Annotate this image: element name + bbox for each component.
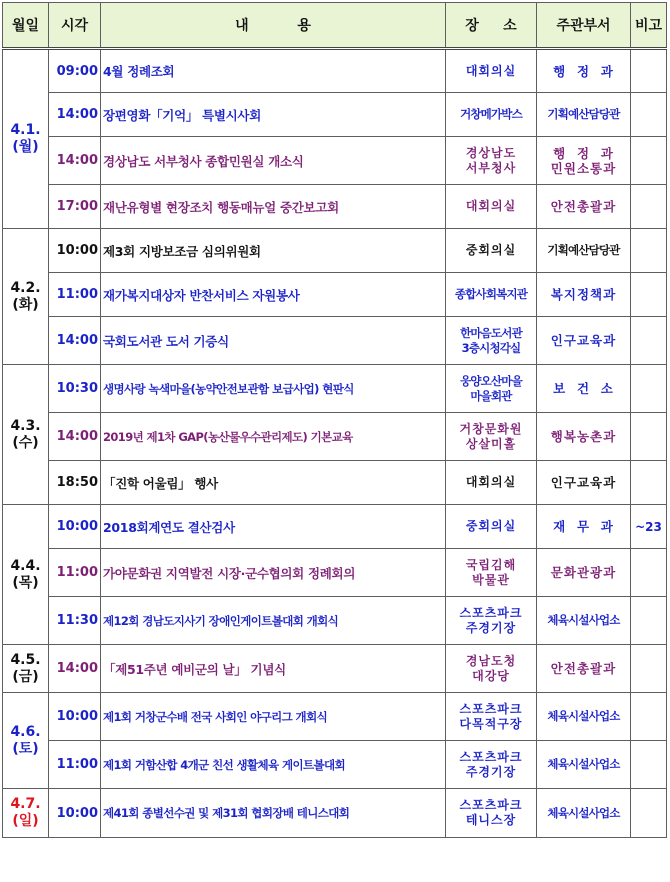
event-dept	[537, 597, 631, 645]
event-place-line: 테니스장	[465, 813, 517, 827]
event-time: 14:00	[49, 645, 101, 693]
event-dept-line: 체육시설사업소	[547, 757, 620, 771]
event-place-line: 거창메가박스	[460, 107, 522, 121]
event-content: 생명사랑 녹색마을(농약안전보관함 보급사업) 현판식	[101, 365, 446, 413]
event-dept	[537, 693, 631, 741]
schedule-header	[3, 3, 667, 49]
event-place-line: 서부청사	[465, 160, 517, 175]
event-note	[631, 229, 667, 273]
day-cell	[3, 365, 49, 505]
event-dept-line: 보 건 소	[553, 381, 614, 396]
schedule-row	[3, 49, 667, 93]
event-place-line: 대회의실	[465, 475, 517, 489]
event-time: 14:00	[49, 413, 101, 461]
header-time: 시각	[49, 3, 101, 49]
schedule-row	[3, 693, 667, 741]
header-content: 내 용	[101, 3, 446, 49]
event-place-line: 국립김해	[465, 557, 517, 572]
event-place-line: 대강당	[472, 668, 510, 683]
event-time: 10:00	[49, 789, 101, 838]
event-note	[631, 273, 667, 317]
event-place-line: 웅양오산마을	[460, 373, 522, 388]
event-time: 11:00	[49, 549, 101, 597]
event-dept-line: 기획예산담당관	[547, 107, 620, 121]
event-place-line: 3층시청각실	[461, 340, 521, 355]
event-dept	[537, 645, 631, 693]
event-place	[446, 549, 537, 597]
event-dept-line: 기획예산담당관	[547, 243, 620, 257]
event-dept	[537, 185, 631, 229]
schedule-row	[3, 185, 667, 229]
schedule-row	[3, 229, 667, 273]
event-time: 18:50	[49, 461, 101, 505]
schedule-row	[3, 505, 667, 549]
event-place-line: 대회의실	[465, 63, 517, 78]
event-place-line: 주경기장	[465, 764, 517, 779]
event-dept-line: 행 정 과	[553, 63, 614, 79]
day-weekday: (월)	[12, 139, 39, 155]
schedule-row	[3, 93, 667, 137]
day-cell	[3, 505, 49, 645]
day-weekday: (목)	[12, 574, 39, 591]
event-dept-line: 체육시설사업소	[547, 613, 620, 627]
event-dept	[537, 789, 631, 838]
event-place-line: 상살미홀	[465, 436, 517, 451]
event-place-line: 한마음도서관	[460, 325, 522, 340]
event-place	[446, 229, 537, 273]
event-dept	[537, 317, 631, 365]
event-content: 가야문화권 지역발전 시장·군수협의회 정례회의	[101, 549, 446, 597]
day-weekday: (토)	[12, 740, 39, 757]
event-note	[631, 461, 667, 505]
event-note	[631, 93, 667, 137]
event-place-line: 스포츠파크	[459, 798, 523, 812]
event-time: 17:00	[49, 185, 101, 229]
event-dept	[537, 229, 631, 273]
event-note	[631, 185, 667, 229]
header-dept: 주관부서	[537, 3, 631, 49]
day-date: 4.2.	[10, 279, 41, 296]
event-content: 국회도서관 도서 기증식	[101, 317, 446, 365]
event-content: 재가복지대상자 반찬서비스 자원봉사	[101, 273, 446, 317]
event-place-line: 박물관	[472, 572, 510, 587]
event-content: 4월 정례조회	[101, 49, 446, 93]
day-cell	[3, 645, 49, 693]
event-dept-line: 인구교육과	[550, 475, 617, 490]
schedule-row	[3, 317, 667, 365]
schedule-row	[3, 365, 667, 413]
event-place	[446, 505, 537, 549]
event-dept	[537, 365, 631, 413]
schedule-body	[3, 49, 667, 838]
header-note: 비고	[631, 3, 667, 49]
event-place-line: 주경기장	[465, 620, 517, 635]
event-note	[631, 549, 667, 597]
event-content: 경상남도 서부청사 종합민원실 개소식	[101, 137, 446, 185]
event-place	[446, 317, 537, 365]
event-dept	[537, 549, 631, 597]
event-note	[631, 789, 667, 838]
event-place-line: 경상남도	[465, 145, 517, 160]
event-place	[446, 49, 537, 93]
event-note	[631, 597, 667, 645]
event-content: 제1회 거함산합 4개군 친선 생활체육 게이트볼대회	[101, 741, 446, 789]
event-place	[446, 693, 537, 741]
event-content: 2019년 제1차 GAP(농산물우수관리제도) 기본교육	[101, 413, 446, 461]
event-dept-line: 안전총괄과	[550, 661, 617, 676]
event-place-line: 거창문화원	[459, 421, 523, 436]
event-place-line: 스포츠파크	[459, 701, 523, 716]
event-place	[446, 137, 537, 185]
event-dept	[537, 741, 631, 789]
event-place-line: 다목적구장	[459, 716, 523, 731]
schedule-row	[3, 645, 667, 693]
schedule-row	[3, 597, 667, 645]
event-content: 제12회 경남도지사기 장애인게이트볼대회 개회식	[101, 597, 446, 645]
event-time: 11:30	[49, 597, 101, 645]
event-note	[631, 137, 667, 185]
event-dept	[537, 461, 631, 505]
event-content: 2018회계연도 결산검사	[101, 505, 446, 549]
event-place	[446, 273, 537, 317]
day-date: 4.6.	[10, 723, 41, 740]
event-dept-line: 문화관광과	[550, 565, 617, 580]
schedule-row	[3, 789, 667, 838]
event-dept	[537, 49, 631, 93]
event-place-line: 종합사회복지관	[454, 287, 528, 301]
event-dept-line: 복지정책과	[550, 287, 617, 302]
schedule-table	[2, 2, 667, 838]
header-place: 장 소	[446, 3, 537, 49]
event-place-line: 스포츠파크	[459, 749, 523, 764]
day-date: 4.7.	[10, 796, 41, 812]
event-dept	[537, 137, 631, 185]
event-note: ~23	[631, 505, 667, 549]
event-dept-line: 행복농촌과	[550, 429, 617, 444]
schedule-row	[3, 461, 667, 505]
event-dept-line: 체육시설사업소	[547, 805, 620, 820]
event-time: 09:00	[49, 49, 101, 93]
event-place	[446, 789, 537, 838]
event-place-line: 경남도청	[465, 653, 517, 668]
event-place	[446, 741, 537, 789]
event-dept-line: 안전총괄과	[550, 199, 617, 214]
day-date: 4.1.	[10, 122, 41, 138]
event-place-line: 마을회관	[470, 388, 512, 403]
day-cell	[3, 789, 49, 838]
event-time: 10:30	[49, 365, 101, 413]
event-content: 장편영화「기억」 특별시사회	[101, 93, 446, 137]
day-cell	[3, 229, 49, 365]
event-time: 10:00	[49, 229, 101, 273]
event-dept	[537, 413, 631, 461]
schedule-row	[3, 413, 667, 461]
event-place-line: 대회의실	[465, 199, 517, 213]
event-content: 제41회 종별선수권 및 제31회 협회장배 테니스대회	[101, 789, 446, 838]
event-place-line: 중회의실	[465, 519, 517, 533]
schedule-row	[3, 273, 667, 317]
header-row	[3, 3, 667, 49]
event-place	[446, 461, 537, 505]
event-note	[631, 693, 667, 741]
event-note	[631, 317, 667, 365]
day-date: 4.4.	[10, 557, 41, 574]
event-note	[631, 741, 667, 789]
event-place-line: 중회의실	[465, 243, 517, 257]
event-content: 재난유형별 현장조치 행동매뉴얼 중간보고회	[101, 185, 446, 229]
event-place	[446, 365, 537, 413]
schedule-row	[3, 549, 667, 597]
event-time: 14:00	[49, 137, 101, 185]
event-note	[631, 365, 667, 413]
event-place	[446, 413, 537, 461]
schedule-row	[3, 137, 667, 185]
day-weekday: (수)	[12, 434, 39, 451]
event-content: 「진학 어울림」 행사	[101, 461, 446, 505]
event-dept	[537, 273, 631, 317]
event-time: 11:00	[49, 741, 101, 789]
event-dept-line: 민원소통과	[550, 160, 617, 176]
header-date: 월일	[3, 3, 49, 49]
event-time: 14:00	[49, 317, 101, 365]
event-place	[446, 93, 537, 137]
day-date: 4.3.	[10, 417, 41, 434]
day-cell	[3, 693, 49, 789]
day-cell	[3, 49, 49, 229]
schedule-row	[3, 741, 667, 789]
event-dept-line: 체육시설사업소	[547, 709, 620, 723]
day-weekday: (화)	[12, 296, 39, 313]
event-time: 11:00	[49, 273, 101, 317]
event-content: 제3회 지방보조금 심의위원회	[101, 229, 446, 273]
day-date: 4.5.	[10, 651, 41, 668]
event-content: 제1회 거창군수배 전국 사회인 야구리그 개회식	[101, 693, 446, 741]
event-dept-line: 인구교육과	[550, 333, 617, 348]
day-weekday: (금)	[12, 668, 39, 685]
event-dept-line: 재 무 과	[553, 519, 614, 534]
event-time: 10:00	[49, 505, 101, 549]
event-time: 14:00	[49, 93, 101, 137]
event-content: 「제51주년 예비군의 날」 기념식	[101, 645, 446, 693]
event-place	[446, 645, 537, 693]
event-dept	[537, 93, 631, 137]
event-note	[631, 49, 667, 93]
event-dept-line: 행 정 과	[553, 145, 614, 161]
event-note	[631, 413, 667, 461]
event-place	[446, 597, 537, 645]
event-place-line: 스포츠파크	[459, 605, 523, 620]
day-weekday: (일)	[12, 813, 39, 829]
event-time: 10:00	[49, 693, 101, 741]
event-note	[631, 645, 667, 693]
event-dept	[537, 505, 631, 549]
event-place	[446, 185, 537, 229]
